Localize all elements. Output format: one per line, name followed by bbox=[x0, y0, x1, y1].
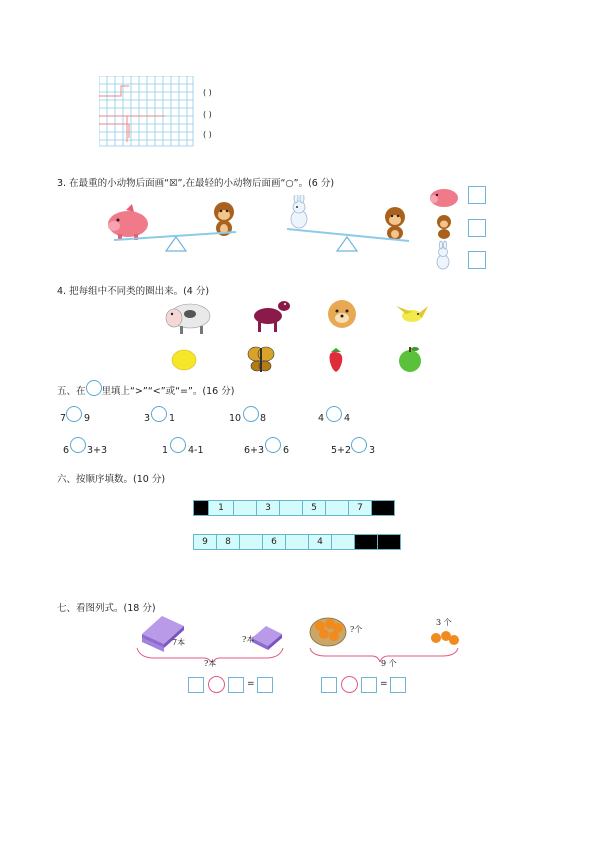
compare-circle[interactable] bbox=[66, 406, 82, 422]
seesaw-right bbox=[285, 195, 415, 258]
cow-icon bbox=[166, 304, 210, 334]
seq-cell bbox=[371, 500, 395, 516]
seq-cell: 6 bbox=[262, 534, 286, 550]
monkey-icon bbox=[214, 202, 234, 236]
books-part1-label: 7本 bbox=[172, 638, 186, 647]
cmp-right: 4 bbox=[344, 413, 351, 424]
equation-box[interactable] bbox=[361, 677, 377, 693]
q4-row2 bbox=[168, 344, 438, 379]
q5-title-suffix: 里填上“>”“<”或“=”。(16 分) bbox=[101, 386, 235, 397]
oranges-part1-label: ?个 bbox=[350, 625, 363, 634]
operator-circle[interactable] bbox=[208, 676, 225, 693]
equation-box[interactable] bbox=[228, 677, 244, 693]
monkey-icon bbox=[437, 215, 451, 239]
strawberry-icon bbox=[330, 348, 343, 372]
pig-icon bbox=[430, 189, 458, 207]
cmp-right: 1 bbox=[169, 413, 176, 424]
q4-row1 bbox=[160, 294, 440, 339]
answer-paren-2: ( ) bbox=[203, 110, 212, 119]
seq-cell[interactable] bbox=[233, 500, 257, 516]
answer-paren-1: ( ) bbox=[203, 88, 212, 97]
books-part2-label: ?本 bbox=[242, 635, 255, 644]
q3-title: 3. 在最重的小动物后面画“☒”,在最轻的小动物后面画“○”。(6 分) bbox=[57, 178, 335, 189]
seq-cell bbox=[354, 534, 378, 550]
number-grid-figure bbox=[99, 76, 195, 151]
q5-title-circle bbox=[86, 380, 102, 396]
seq-cell: 4 bbox=[308, 534, 332, 550]
seq-cell[interactable]: 5 bbox=[302, 500, 326, 516]
seq-cell bbox=[193, 500, 209, 516]
lemon-icon bbox=[172, 350, 196, 370]
q6-title: 六、按顺序填数。(10 分) bbox=[57, 474, 166, 485]
answer-box-monkey[interactable] bbox=[468, 219, 486, 237]
monkey-icon bbox=[385, 207, 405, 240]
seesaw-right-svg bbox=[285, 195, 415, 255]
compare-circle[interactable] bbox=[70, 437, 86, 453]
equation-box[interactable] bbox=[257, 677, 273, 693]
cmp-right: 3 bbox=[369, 445, 376, 456]
compare-circle[interactable] bbox=[265, 437, 281, 453]
cmp-left: 5+2 bbox=[331, 445, 352, 456]
answer-box-pig[interactable] bbox=[468, 186, 486, 204]
equation-box[interactable] bbox=[321, 677, 337, 693]
cmp-left: 7 bbox=[60, 413, 67, 424]
operator-circle[interactable] bbox=[341, 676, 358, 693]
answer-paren-3: ( ) bbox=[203, 130, 212, 139]
oranges-total-label: 9 个 bbox=[381, 659, 397, 668]
compare-circle[interactable] bbox=[243, 406, 259, 422]
dog-icon bbox=[328, 300, 356, 328]
seq-cell: 8 bbox=[216, 534, 240, 550]
q5-title bbox=[57, 380, 234, 397]
seq-cell[interactable] bbox=[285, 534, 309, 550]
seq-cell[interactable] bbox=[239, 534, 263, 550]
seq-cell: 9 bbox=[193, 534, 217, 550]
q4-row1-svg bbox=[160, 294, 440, 336]
equals-sign: = bbox=[380, 679, 388, 689]
cmp-right: 9 bbox=[84, 413, 91, 424]
animal-list bbox=[428, 184, 462, 277]
basket-icon bbox=[310, 618, 346, 646]
compare-circle[interactable] bbox=[326, 406, 342, 422]
book-stack-icon bbox=[252, 626, 282, 650]
butterfly-icon bbox=[248, 347, 274, 372]
q4-row2-svg bbox=[168, 344, 438, 376]
books-total-label: ?本 bbox=[204, 659, 217, 668]
pig-icon bbox=[108, 204, 148, 240]
seq-cell bbox=[377, 534, 401, 550]
sequence-row-1 bbox=[194, 500, 395, 516]
oranges-part2-label: 3 个 bbox=[436, 618, 452, 627]
seq-cell[interactable]: 7 bbox=[348, 500, 372, 516]
sequence-row-2 bbox=[194, 534, 401, 550]
seq-cell[interactable] bbox=[325, 500, 349, 516]
cmp-right: 6 bbox=[283, 445, 290, 456]
rabbit-icon bbox=[291, 195, 307, 228]
compare-circle[interactable] bbox=[151, 406, 167, 422]
compare-circle[interactable] bbox=[170, 437, 186, 453]
q4-title: 4. 把每组中不同类的圈出来。(4 分) bbox=[57, 286, 210, 297]
cmp-right: 8 bbox=[260, 413, 267, 424]
apple-icon bbox=[399, 347, 421, 372]
rabbit-icon bbox=[437, 241, 449, 269]
cmp-left: 10 bbox=[229, 413, 242, 424]
seq-cell[interactable] bbox=[331, 534, 355, 550]
seesaw-left-svg bbox=[106, 200, 241, 256]
q7-title: 七、看图列式。(18 分) bbox=[57, 603, 156, 614]
orange-icon bbox=[431, 631, 459, 645]
cmp-left: 3 bbox=[144, 413, 151, 424]
seq-cell[interactable]: 3 bbox=[256, 500, 280, 516]
answer-box-rabbit[interactable] bbox=[468, 251, 486, 269]
seq-cell[interactable]: 1 bbox=[208, 500, 234, 516]
q5-title-prefix: 五、在 bbox=[57, 386, 86, 397]
grid-svg bbox=[99, 76, 195, 148]
equation-box[interactable] bbox=[390, 677, 406, 693]
equation-box[interactable] bbox=[188, 677, 204, 693]
cmp-left: 1 bbox=[162, 445, 169, 456]
cmp-left: 6 bbox=[63, 445, 70, 456]
seesaw-left bbox=[106, 200, 241, 259]
animal-list-svg bbox=[428, 184, 462, 274]
horse-icon bbox=[254, 301, 290, 332]
cmp-right: 4-1 bbox=[188, 445, 204, 456]
cmp-right: 3+3 bbox=[87, 445, 108, 456]
cmp-left: 4 bbox=[318, 413, 325, 424]
books-svg bbox=[134, 612, 286, 662]
equals-sign: = bbox=[247, 679, 255, 689]
bird-icon bbox=[396, 306, 428, 322]
seq-cell[interactable] bbox=[279, 500, 303, 516]
cmp-left: 6+3 bbox=[244, 445, 265, 456]
compare-circle[interactable] bbox=[351, 437, 367, 453]
